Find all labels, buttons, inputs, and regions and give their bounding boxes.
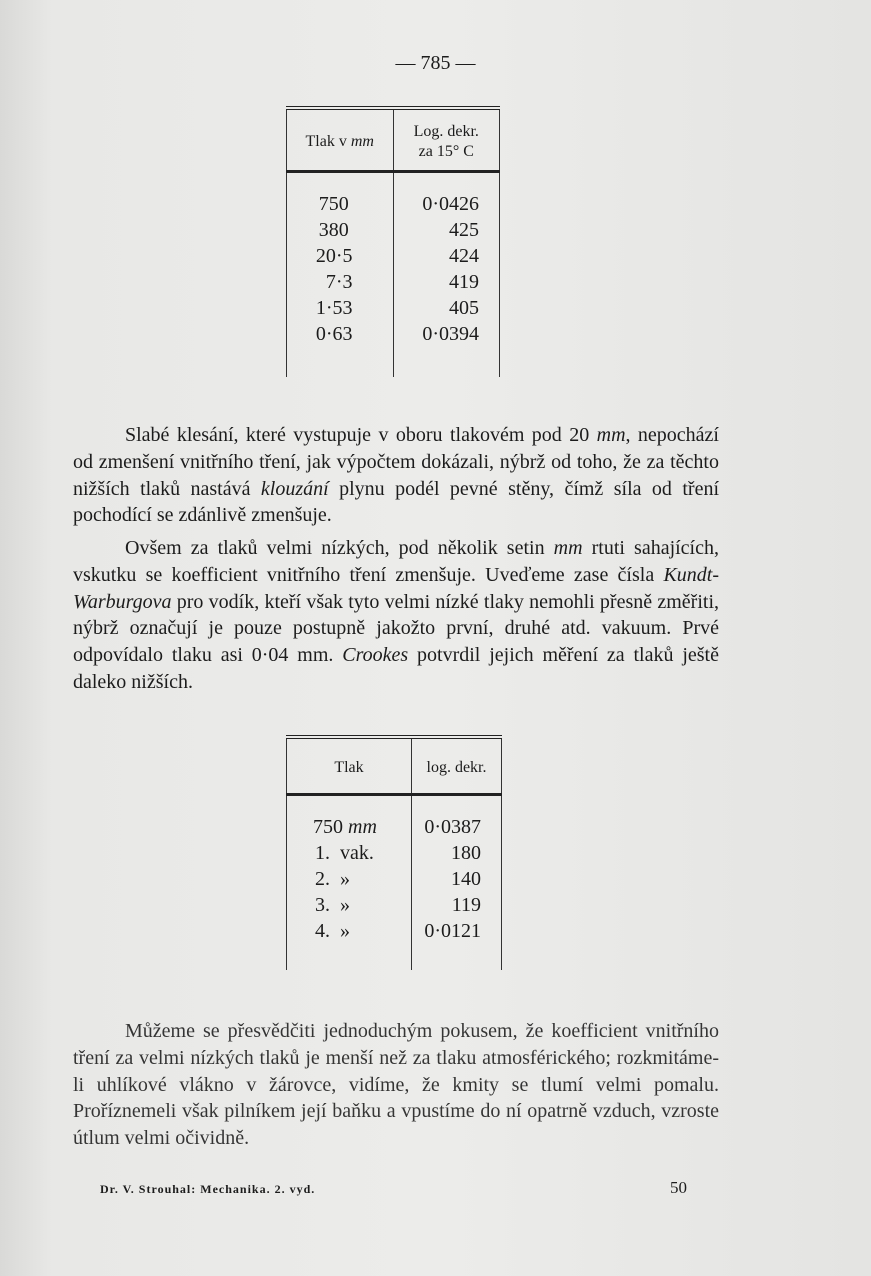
- table1-header-decrement: Log. dekr. za 15° C: [393, 114, 500, 172]
- table2-header-decrement: log. dekr.: [412, 743, 502, 795]
- table1-header-pressure: Tlak v mm: [287, 114, 394, 172]
- page-number: — 785 —: [395, 52, 476, 74]
- table-row: 20·5 424: [287, 243, 500, 269]
- table-row: 7·3 419: [287, 269, 500, 295]
- table2-header-pressure: Tlak: [287, 743, 412, 795]
- table-row: 750 0·0426: [287, 191, 500, 217]
- sheet-signature: 50: [670, 1178, 687, 1197]
- table-row: 380 425: [287, 217, 500, 243]
- table-row: 0·63 0·0394: [287, 321, 500, 347]
- table-row: 2. » 140: [287, 866, 502, 892]
- paragraph-low-pressure: Ovšem za tlaků velmi nízkých, pod několik setin mm rtuti sahajících, vskutku se koefficient vnitřního tření zmenšuje. Uveďeme zase čísla Kundt-Warburgova pro vodík, kteří však tyto velmi nízké tlaky nemohli přesně změřiti, nýbrž označují je pouze postupně jakožto první, druhé atd. vakuum. Prvé odpovídalo tlaku asi 0·04 mm. Crookes potvrdil jejich měření za tlaků ještě daleko nižších.: [73, 537, 719, 693]
- pressure-decrement-table-1: [286, 106, 500, 377]
- table-row: 750 mm 0·0387: [287, 814, 502, 840]
- table-row: 1. vak. 180: [287, 840, 502, 866]
- table-row: 3. » 119: [287, 892, 502, 918]
- pressure-decrement-table-2: [286, 735, 502, 970]
- table-row: 4. » 0·0121: [287, 918, 502, 944]
- table-row: 1·53 405: [287, 295, 500, 321]
- paragraph-slipping: Slabé klesání, které vystupuje v oboru tlakovém pod 20 mm, nepochází od zmenšení vnitřního tření, jak výpočtem dokázali, nýbrž od toho, že za těchto nižších tlaků nastává klouzání plynu podél pevné stěny, čímž síla od tření pochodící se zdánlivě zmenšuje.: [73, 424, 719, 527]
- paragraph-experiment: Můžeme se přesvědčiti jednoduchým pokusem, že koefficient vnitřního tření za velmi nízkých tlaků je menší než za tlaku atmosférického; rozkmitáme-li uhlíkové vlákno v žárovce, vidíme, že kmity se tlumí velmi pomalu. Proříznemeli však pilníkem její baňku a vpustíme do ní opatrně vzduch, vzroste útlum velmi očividně.: [73, 1020, 719, 1150]
- footer-source: Dr. V. Strouhal: Mechanika. 2. vyd.: [100, 1182, 316, 1196]
